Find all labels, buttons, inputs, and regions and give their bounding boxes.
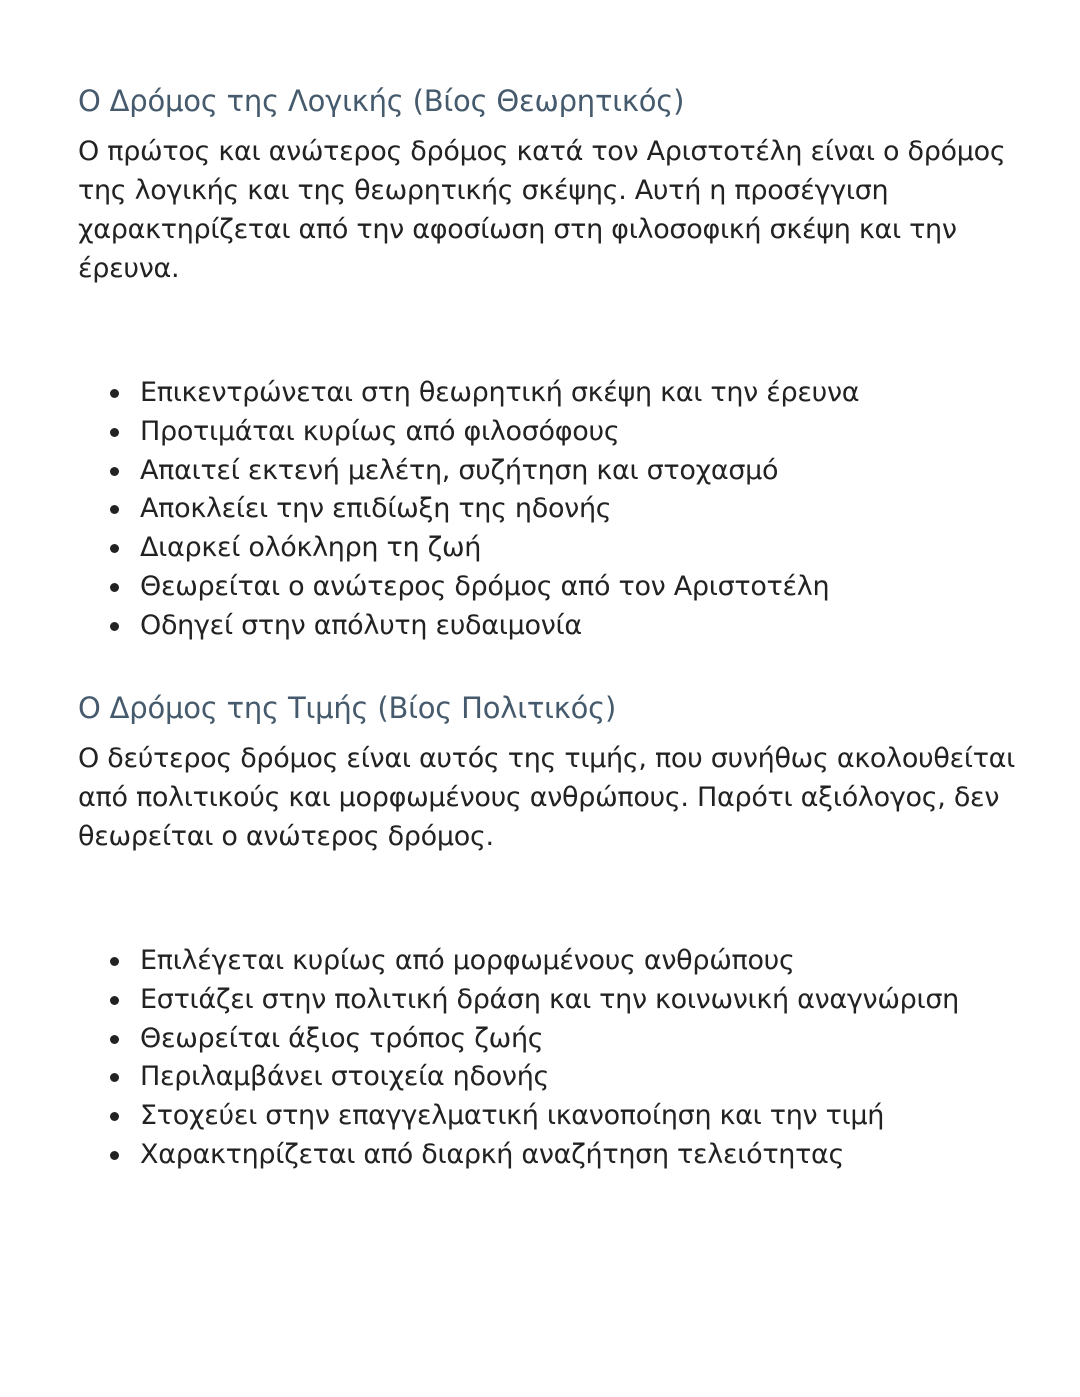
list-item — [78, 1136, 1018, 1175]
list-item — [78, 1058, 1018, 1097]
section-theoretical-life — [78, 80, 1018, 646]
list-item-text: Επικεντρώνεται στη θεωρητική σκέψη και την έρευνα — [140, 377, 860, 408]
bullet-list — [78, 374, 1018, 646]
list-item — [78, 1097, 1018, 1136]
list-item-text: Προτιμάται κυρίως από φιλοσόφους — [140, 415, 620, 447]
bullet-icon — [110, 996, 119, 1005]
section-heading: Ο Δρόμος της Λογικής (Βίος Θεωρητικός) — [78, 84, 685, 118]
bullet-icon — [110, 1035, 119, 1044]
list-item — [78, 607, 1018, 646]
list-item — [78, 413, 1018, 452]
bullet-icon — [110, 428, 119, 437]
bullet-icon — [110, 467, 119, 476]
list-item — [78, 452, 1018, 491]
list-item-text: Εστιάζει στην πολιτική δράση και την κοινωνική αναγνώριση — [140, 983, 959, 1015]
list-item — [78, 490, 1018, 529]
bullet-icon — [110, 544, 119, 553]
bullet-icon — [110, 505, 119, 514]
section-political-life — [78, 687, 1018, 1175]
section-paragraph: Ο δεύτερος δρόμος είναι αυτός της τιμής, που συνήθως ακολουθείται από πολιτικούς και μορφωμένους ανθρώπους. Παρότι αξιόλογος, δεν θεωρείται ο ανώτερος δρόμος. — [78, 743, 1016, 852]
list-item — [78, 529, 1018, 568]
list-item — [78, 374, 1018, 413]
list-item — [78, 1020, 1018, 1059]
list-item-text: Διαρκεί ολόκληρη τη ζωή — [140, 532, 482, 564]
list-item-text: Επιλέγεται κυρίως από μορφωμένους ανθρώπους — [140, 945, 795, 976]
list-item-text: Θεωρείται άξιος τρόπος ζωής — [140, 1022, 544, 1054]
bullet-list — [78, 942, 1018, 1175]
bullet-icon — [110, 957, 119, 966]
list-item-text: Χαρακτηρίζεται από διαρκή αναζήτηση τελειότητας — [140, 1138, 845, 1170]
bullet-icon — [110, 583, 119, 592]
section-paragraph: Ο πρώτος και ανώτερος δρόμος κατά τον Αριστοτέλη είναι ο δρόμος της λογικής και της θεωρητικής σκέψης. Αυτή η προσέγγιση χαρακτηρίζεται από την αφοσίωση στη φιλοσοφική σκέψη και την έρευνα. — [78, 136, 1006, 284]
section-heading: Ο Δρόμος της Τιμής (Βίος Πολιτικός) — [78, 691, 617, 725]
bullet-icon — [110, 389, 119, 398]
list-item-text: Οδηγεί στην απόλυτη ευδαιμονία — [140, 609, 582, 641]
bullet-icon — [110, 1073, 119, 1082]
list-item-text: Στοχεύει στην επαγγελματική ικανοποίηση και την τιμή — [140, 1100, 885, 1132]
bullet-icon — [110, 1151, 119, 1160]
bullet-icon — [110, 622, 119, 631]
list-item — [78, 942, 1018, 981]
list-item-text: Αποκλείει την επιδίωξη της ηδονής — [140, 493, 612, 525]
bullet-icon — [110, 1112, 119, 1121]
list-item — [78, 568, 1018, 607]
list-item — [78, 981, 1018, 1020]
list-item-text: Απαιτεί εκτενή μελέτη, συζήτηση και στοχασμό — [140, 454, 779, 486]
list-item-text: Περιλαμβάνει στοιχεία ηδονής — [140, 1061, 550, 1093]
list-item-text: Θεωρείται ο ανώτερος δρόμος από τον Αριστοτέλη — [140, 570, 830, 602]
